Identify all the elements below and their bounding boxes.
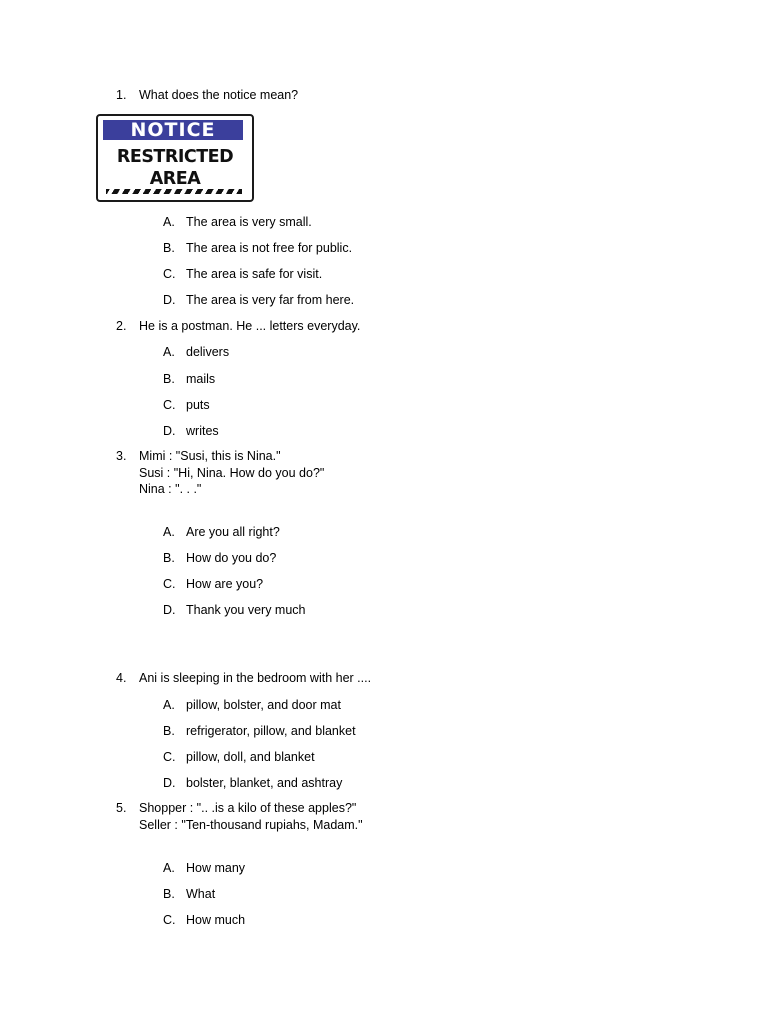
notice-sign-image bbox=[96, 114, 254, 202]
question-text: Ani is sleeping in the bedroom with her .... bbox=[139, 671, 372, 685]
question-text: What does the notice mean? bbox=[139, 88, 299, 102]
question-number: 3. bbox=[116, 449, 127, 463]
hazard-stripes bbox=[106, 189, 242, 194]
notice-sign-line1: RESTRICTED bbox=[116, 147, 234, 167]
question-text: He is a postman. He ... letters everyday. bbox=[139, 319, 361, 333]
question-number: 5. bbox=[116, 801, 127, 815]
document-page: 1. What does the notice mean? NOTICE RESTRICTED AREA A. The area is very small. B. The area is not free for public. C. The area is safe for visit. D. The area is very far from here. 2. He is a postman. He ... letters everyday. A. delivers B. mails C. puts D. writes 3. Mimi : "Susi, this is Nina." Susi : "Hi, Nina. How do you do?" Nina : ". . ." A. Are you all right? B. How do you do? C. How are you? D. Thank you very much 4. Ani is sleeping in the bedroom with her .... A. pillow, bolster, and door mat B. refrigerator, pillow, and blanket C. pillow, doll, and blanket D. bolster, blanket, and ashtray 5. Shopper : ".. .is a kilo of these apples?" Seller : "Ten-thousand rupiahs, Madam." A. How many B. What C. How much bbox=[0, 0, 768, 1024]
notice-sign-line2: AREA bbox=[149, 169, 201, 189]
question-number: 2. bbox=[116, 319, 127, 333]
question-text: Shopper : ".. .is a kilo of these apples?" Seller : "Ten-thousand rupiahs, Madam." bbox=[139, 801, 363, 832]
question-text: Mimi : "Susi, this is Nina." Susi : "Hi, Nina. How do you do?" Nina : ". . ." bbox=[139, 449, 325, 496]
question-number: 4. bbox=[116, 671, 127, 685]
question-number: 1. bbox=[116, 88, 127, 102]
notice-sign-header: NOTICE bbox=[103, 120, 243, 140]
